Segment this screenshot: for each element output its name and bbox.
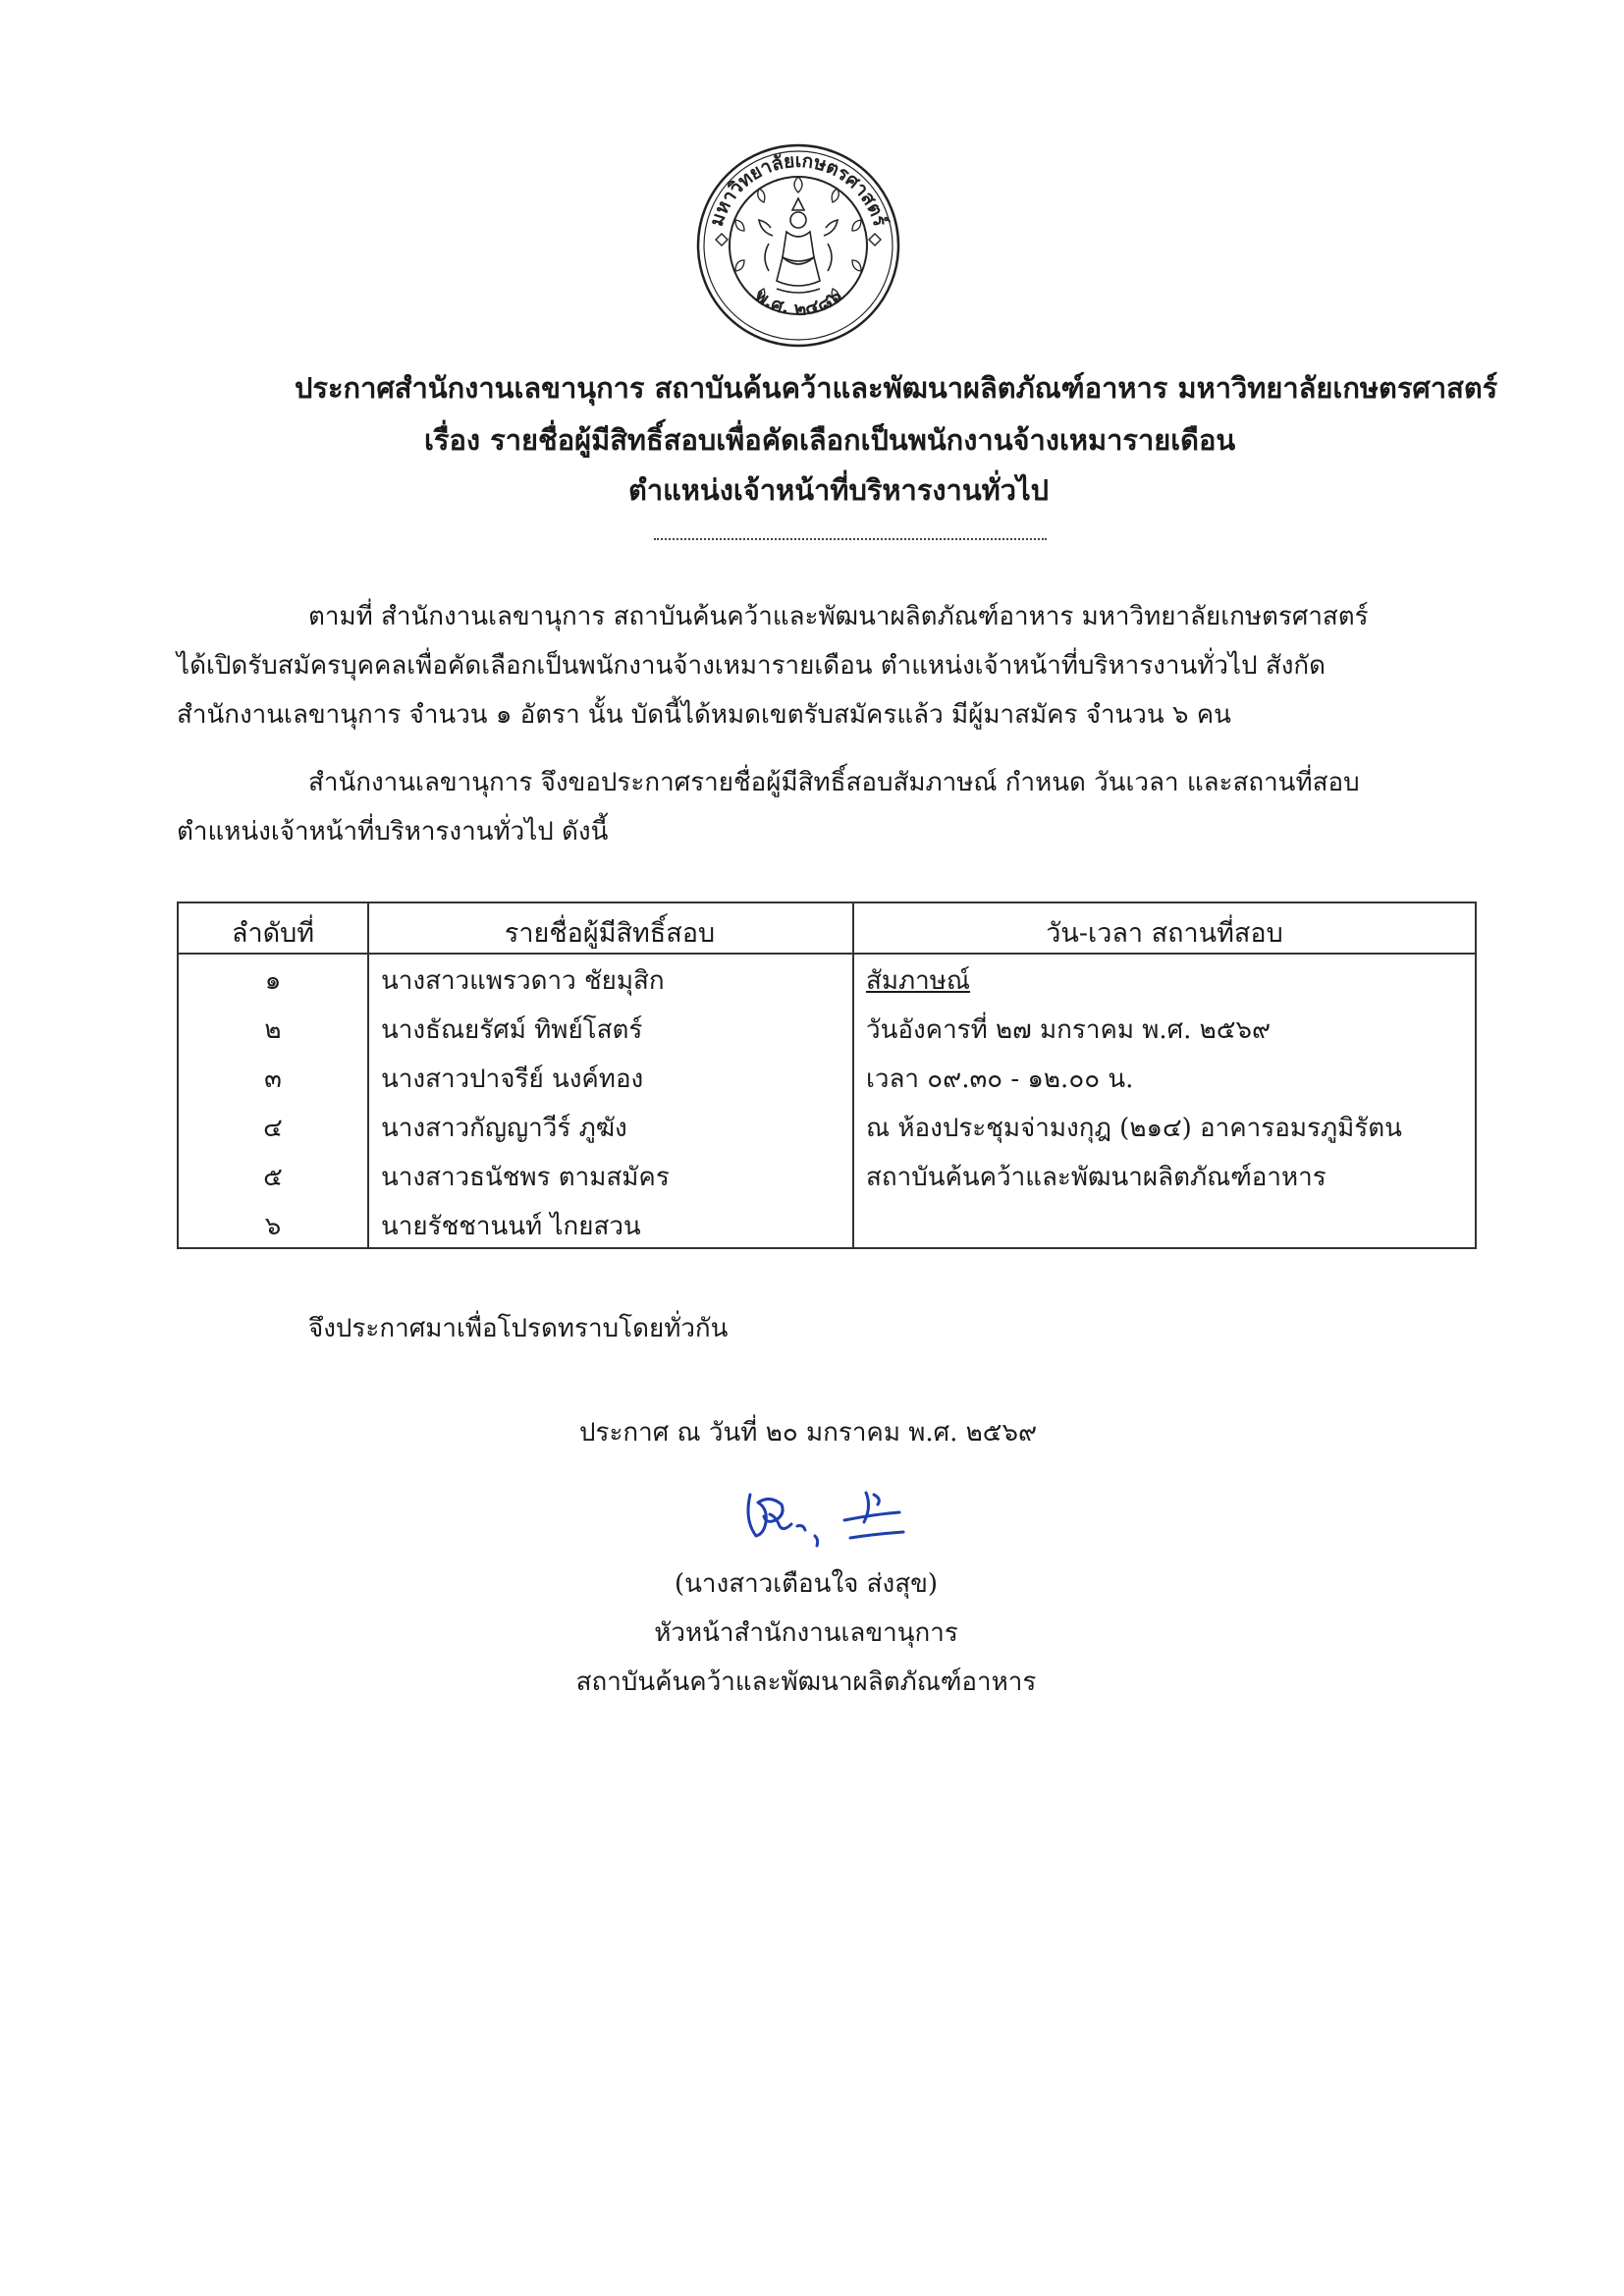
candidate-name: นายรัชชานนท์ ไกยสวน <box>381 1212 641 1241</box>
exam-date: วันอังคารที่ ๒๗ มกราคม พ.ศ. ๒๕๖๙ <box>866 1015 1272 1045</box>
dotted-divider <box>654 538 1047 540</box>
candidate-name: นางสาวกัญญาวีร์ ภูฆัง <box>381 1114 627 1143</box>
exam-type: สัมภาษณ์ <box>866 966 971 996</box>
column-header-exam-info: วัน-เวลา สถานที่สอบ <box>1046 918 1283 949</box>
university-seal-logo <box>694 141 902 350</box>
paragraph-2-line-1: สำนักงานเลขานุการ จึงขอประกาศรายชื่อผู้มีสิทธิ์สอบสัมภาษณ์ กำหนด วันเวลา และสถานที่สอบ <box>308 768 1360 797</box>
announcement-title-line1: ประกาศสำนักงานเลขานุการ สถาบันค้นคว้าและพัฒนาผลิตภัณฑ์อาหาร มหาวิทยาลัยเกษตรศาสตร์ <box>295 371 1498 405</box>
table-divider <box>852 903 854 1247</box>
row-number: ๓ <box>264 1065 282 1094</box>
signatory-position: หัวหน้าสำนักงานเลขานุการ <box>654 1618 958 1648</box>
announcement-date: ประกาศ ณ วันที่ ๒๐ มกราคม พ.ศ. ๒๕๖๙ <box>579 1418 1038 1448</box>
announcement-position: ตำแหน่งเจ้าหน้าที่บริหารงานทั่วไป <box>628 473 1050 507</box>
candidate-name: นางสาวแพรวดาว ชัยมุสิก <box>381 966 665 996</box>
row-number: ๒ <box>264 1015 282 1045</box>
row-number: ๔ <box>263 1114 283 1143</box>
announcement-subject: เรื่อง รายชื่อผู้มีสิทธิ์สอบเพื่อคัดเลือกเป็นพนักงานจ้างเหมารายเดือน <box>424 423 1236 457</box>
handwritten-signature <box>736 1481 923 1550</box>
svg-text:มหาวิทยาลัยเกษตรศาสตร์: มหาวิทยาลัยเกษตรศาสตร์ <box>705 149 892 229</box>
exam-organization: สถาบันค้นคว้าและพัฒนาผลิตภัณฑ์อาหาร <box>866 1163 1326 1192</box>
row-number: ๕ <box>263 1163 283 1192</box>
row-number: ๖ <box>264 1212 282 1241</box>
row-number: ๑ <box>264 966 282 996</box>
column-header-name: รายชื่อผู้มีสิทธิ์สอบ <box>504 918 716 949</box>
paragraph-1-line-1: ตามที่ สำนักงานเลขานุการ สถาบันค้นคว้าและพัฒนาผลิตภัณฑ์อาหาร มหาวิทยาลัยเกษตรศาสตร์ <box>308 602 1369 631</box>
paragraph-2-line-2: ตำแหน่งเจ้าหน้าที่บริหารงานทั่วไป ดังนี้ <box>177 817 609 847</box>
candidate-name: นางธัณยรัศม์ ทิพย์โสตร์ <box>381 1015 643 1045</box>
table-divider <box>367 903 369 1247</box>
candidate-table <box>177 902 1477 1249</box>
signatory-organization: สถาบันค้นคว้าและพัฒนาผลิตภัณฑ์อาหาร <box>575 1667 1037 1697</box>
paragraph-1-line-2: ได้เปิดรับสมัครบุคคลเพื่อคัดเลือกเป็นพนักงานจ้างเหมารายเดือน ตำแหน่งเจ้าหน้าที่บริหารงานทั่วไป สังกัด <box>177 651 1326 681</box>
candidate-name: นางสาวธนัชพร ตามสมัคร <box>381 1163 670 1192</box>
column-header-order: ลำดับที่ <box>231 918 315 949</box>
exam-time: เวลา ๐๙.๓๐ - ๑๒.๐๐ น. <box>866 1065 1134 1094</box>
exam-room: ณ ห้องประชุมจ่ามงกุฎ (๒๑๔) อาคารอมรภูมิรัตน <box>866 1114 1402 1143</box>
signatory-name: (นางสาวเตือนใจ ส่งสุข) <box>675 1569 938 1599</box>
candidate-name: นางสาวปาจรีย์ นงค์ทอง <box>381 1065 644 1094</box>
svg-text:พ.ศ. ๒๔๘๖: พ.ศ. ๒๔๘๖ <box>750 285 846 320</box>
closing-statement: จึงประกาศมาเพื่อโปรดทราบโดยทั่วกัน <box>308 1314 729 1343</box>
paragraph-1-line-3: สำนักงานเลขานุการ จำนวน ๑ อัตรา นั้น บัดนี้ได้หมดเขตรับสมัครแล้ว มีผู้มาสมัคร จำนวน ๖ คน <box>177 700 1231 730</box>
